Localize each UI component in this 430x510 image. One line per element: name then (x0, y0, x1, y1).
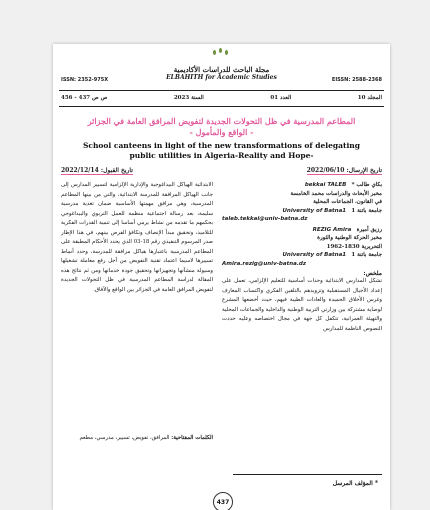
footnote-rule (233, 474, 382, 475)
accepted-date: تاريخ القبول: 2022/12/14 (61, 167, 133, 174)
author-2-email[interactable]: Amira.rezig@univ-batna.dz (222, 260, 307, 267)
journal-name-en: ELBAHITH for Academic Studies (166, 74, 277, 81)
journal-page (53, 44, 390, 510)
year-info: السنة 2023 (173, 95, 204, 101)
article-title-en: School canteens in light of the new transformations of delegating public utilities in Algeria-Reality and Hope- (82, 141, 360, 160)
header-rule (59, 90, 384, 91)
issn-row (61, 77, 382, 83)
volume-info: المجلد 10 (357, 95, 382, 101)
author-2: رزيق أميرة REZIG Amira مخبر الحركة الوطنية والثورة التحريرية 1830-1962 جامعة باتنة 1 University of Batna1 Amira.rezig@univ-batna.dz (222, 226, 382, 267)
journal-name-ar: مجلة الباحث للدراسات الأكاديمية (173, 65, 270, 74)
keywords (61, 434, 213, 444)
logo-leaf-icon (219, 48, 222, 53)
authors-and-abstract-column (222, 181, 382, 334)
dates-row (61, 167, 382, 175)
page-range: ص ص 437 - 456 (61, 95, 108, 101)
keywords-label: الكلمات المفتاحية: (171, 435, 213, 441)
received-date: تاريخ الإرسال: 2022/06/10 (306, 167, 382, 174)
author-1-email[interactable]: taleb.tekkai@univ-batna.dz (222, 216, 308, 222)
logo-leaf-icon (213, 50, 216, 55)
author-note: * المؤلف المرسل (332, 480, 378, 487)
keywords-text: المرافق، تفويض، تسيير، مدرسي، مطعم (79, 435, 170, 441)
logo-leaf-icon (225, 50, 228, 55)
header-rule-2 (59, 106, 384, 107)
issn: ISSN: 2352-975X (61, 77, 109, 83)
article-title-ar: المطاعم المدرسية في ظل التحولات الجديدة لتفويض المرافق العامة في الجزائر - الواقع والمأمول - (87, 116, 356, 137)
abstract-text: تشكل المدارس الابتدائية وحدات أساسية للتعليم الإلزامي، تعمل على إعداد الأجيال المستقبلية وتزويدهم بالتلقين الفكري واكتساب المعارف وغرس الأخلاق الحميدة والعادات الطيبة فيهم، حيث أخضعها المشرع لوصاية مشتركة بين وزارتي التربية الوطنية والداخلية والجماعات المحلية والتهيئة العمرانية، تتكفل كل جهة في مجال اختصاصه وعليه حددت النصوص الناظمة للمدارس (222, 278, 382, 332)
page-number: 437 (213, 492, 233, 510)
volume-row (61, 95, 382, 101)
abstract-heading: ملخص: (363, 270, 382, 277)
abstract-text-continued: الابتدائية الهياكل البيداغوجية والإدارية الإلزامية لتسيير المدارس إلى جانب الهياكل المرافقة للمدرسة الابتدائية، والتي من بينها المطاعم المدرسية، وهي مرافق مهمتها الأساسية ضمان تغذية مدرسية سليمة، بعد رسالة اجتماعية منظمة للعمل التربوي والبيداغوجي بحكمهم ما تقدمه من نشاط يرمي أساسا إلى تنمية القدرات الفكرية للتلاميذ، وتحقيق مبدأ الإنصاف وتكافؤ الفرص بينهم، في هذا الإطار صدر المرسوم التنفيذي رقم 18-03 الذي يحدد الأحكام المطبقة على المطاعم المدرسية باعتبارها هياكل مرافقة للمدرسة، وحدد أنماط تسييرها لاسيما اعتماد تقنية التفويض من أجل رفع معاملة تشغيلها وسيولة منشآتها وتجهيزاتها وتحقيق جودة خدماتها ومن ثم نتائج هذه المقالة لدراسة المطاعم المدرسية في ظل التحولات الجديدة لتفويض المرافق العامة في الجزائر بين الواقع والآفاق. (61, 182, 213, 293)
abstract-continued-column (61, 181, 213, 295)
author-1: بكاي طالب * bekkai TALEB مخبر الأبحاث والدراسات محمد الخامسة في القانون، الجماعات المحلية جامعة باتنة 1 University of Batna1 taleb.tekkai@univ-batna.dz (222, 182, 382, 222)
issue-info: العدد 01 (270, 95, 292, 101)
eissn: EISSN: 2588-2368 (331, 77, 382, 83)
